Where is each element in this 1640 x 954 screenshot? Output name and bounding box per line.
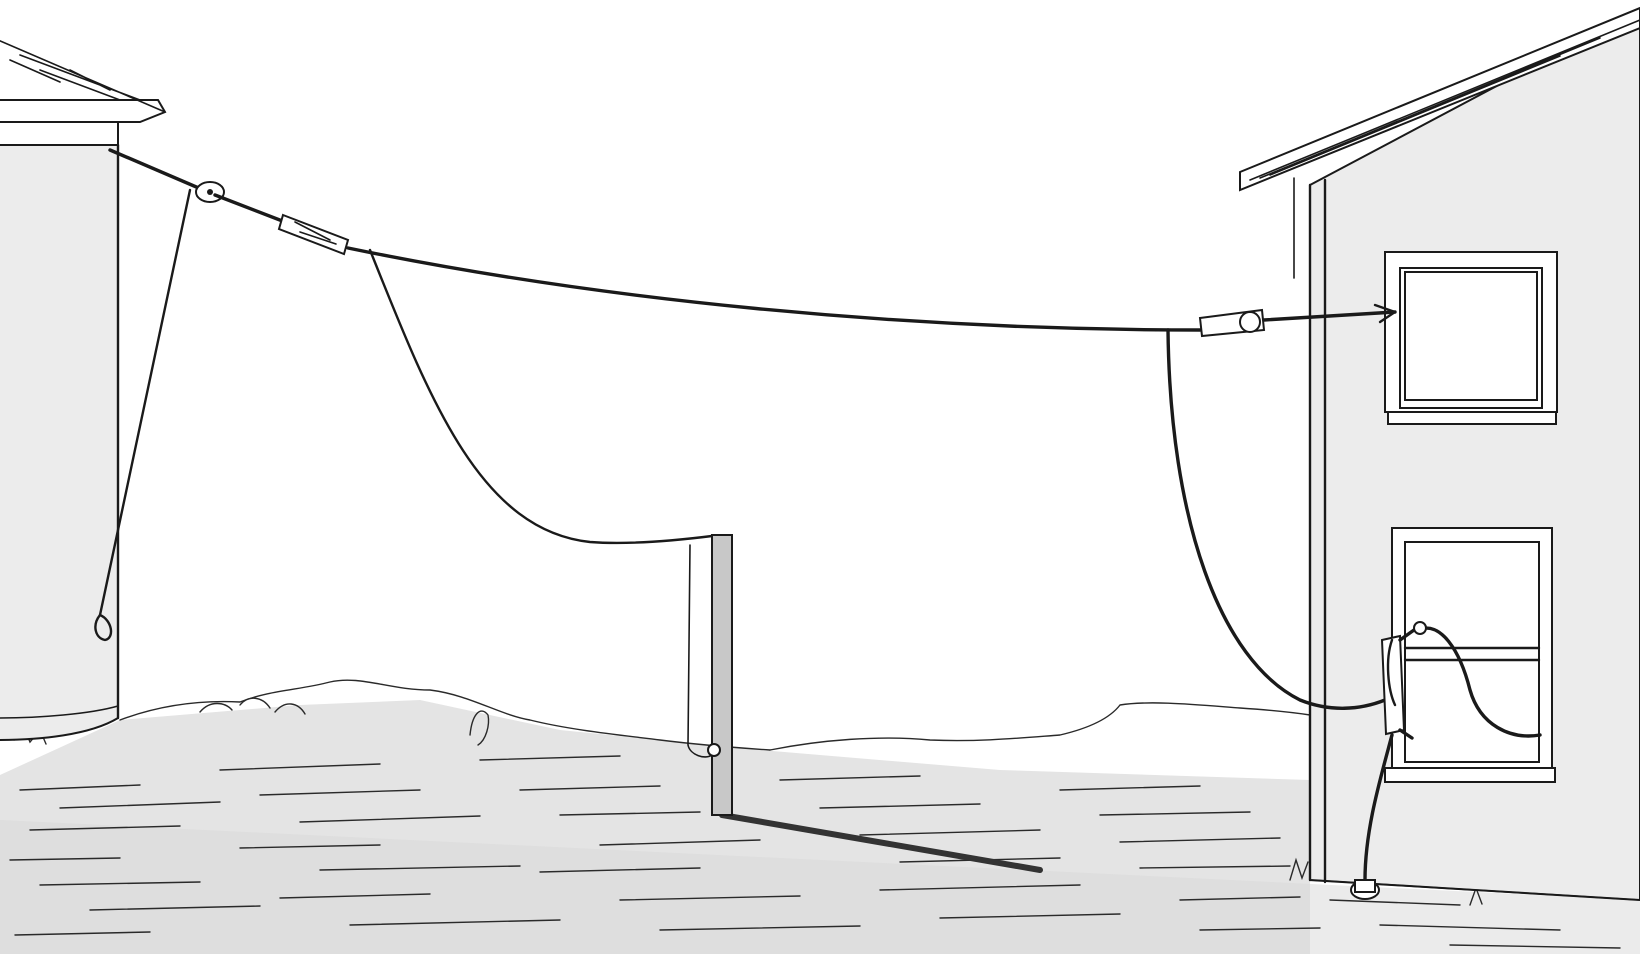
antenna-span-wire xyxy=(348,248,1200,330)
left-house xyxy=(0,40,165,740)
left-insulator xyxy=(215,195,348,254)
upper-window xyxy=(1385,252,1557,424)
lower-window xyxy=(1385,528,1555,782)
lead-to-pole xyxy=(370,250,712,543)
